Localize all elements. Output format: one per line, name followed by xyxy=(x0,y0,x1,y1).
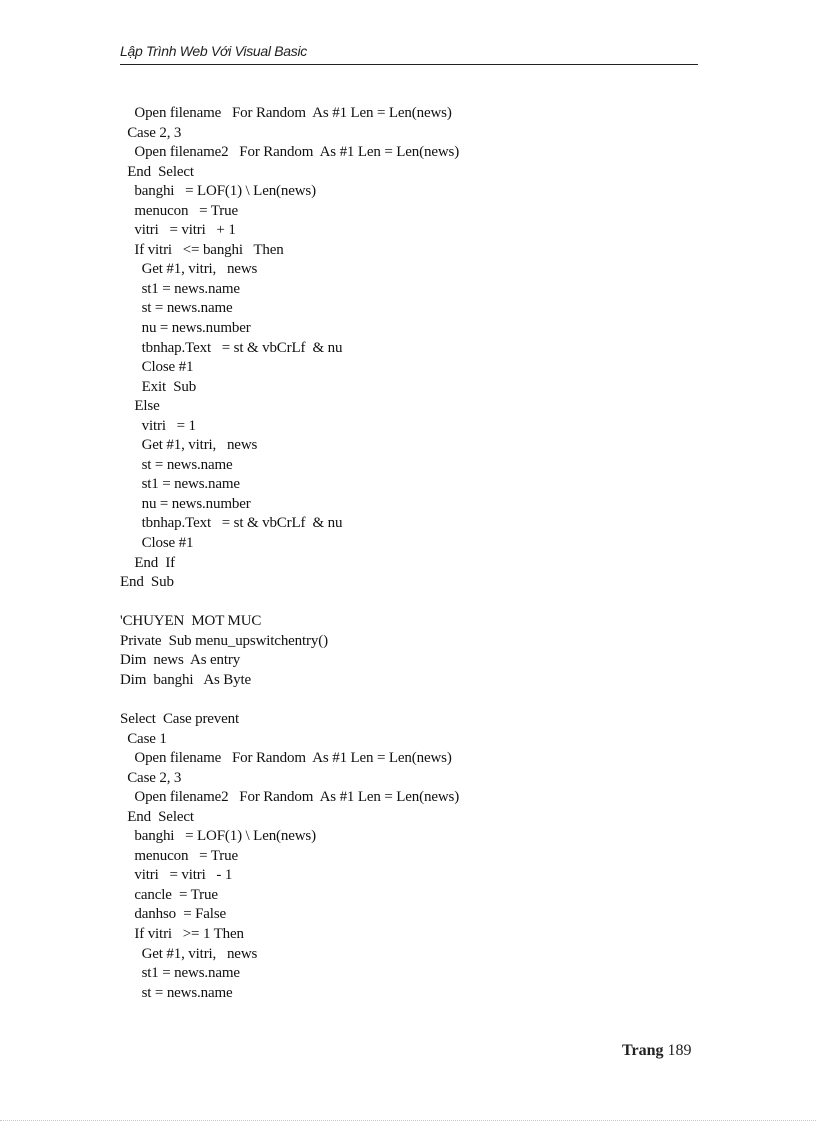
document-title: Lập Trình Web Với Visual Basic xyxy=(120,43,308,59)
code-line: Private Sub menu_upswitchentry() xyxy=(120,632,328,649)
code-line: danhso = False xyxy=(120,906,227,923)
code-line xyxy=(120,690,700,710)
code-line: If vitri >= 1 Then xyxy=(120,925,244,942)
code-line: Dim banghi As Byte xyxy=(120,671,252,688)
code-line: Case 2, 3 xyxy=(120,124,182,141)
page-bottom-divider xyxy=(0,1120,816,1122)
code-line: vitri = vitri + 1 xyxy=(120,222,236,239)
code-line: menucon = True xyxy=(120,202,238,219)
code-line: Open filename2 For Random As #1 Len = Len(news) xyxy=(120,144,460,161)
page-label: Trang xyxy=(622,1042,664,1059)
code-line: Open filename For Random As #1 Len = Len(news) xyxy=(120,105,452,121)
code-line: banghi = LOF(1) \ Len(news) xyxy=(120,183,316,200)
code-line: 'CHUYEN MOT MUC xyxy=(120,613,262,630)
code-line: Exit Sub xyxy=(120,378,197,395)
code-line: nu = news.number xyxy=(120,495,251,512)
code-line: st = news.name xyxy=(120,300,233,317)
code-line: Select Case prevent xyxy=(120,710,240,727)
page-number: 189 xyxy=(667,1042,692,1059)
code-line: st1 = news.name xyxy=(120,476,240,493)
code-line: st1 = news.name xyxy=(120,965,240,982)
page-footer xyxy=(622,1042,691,1060)
code-line: st = news.name xyxy=(120,456,233,473)
code-line: Close #1 xyxy=(120,359,194,376)
code-listing xyxy=(120,104,700,1003)
code-line: Case 1 xyxy=(120,730,167,747)
code-line: If vitri <= banghi Then xyxy=(120,241,284,258)
code-line: nu = news.number xyxy=(120,320,251,337)
code-line: Close #1 xyxy=(120,535,194,552)
code-line: Case 2, 3 xyxy=(120,769,182,786)
code-line: End Select xyxy=(120,163,194,180)
code-line: End If xyxy=(120,554,176,571)
code-line: tbnhap.Text = st & vbCrLf & nu xyxy=(120,339,343,356)
code-line: vitri = vitri - 1 xyxy=(120,867,233,884)
code-line: banghi = LOF(1) \ Len(news) xyxy=(120,828,316,845)
code-line: Open filename2 For Random As #1 Len = Len(news) xyxy=(120,789,460,806)
code-line: Get #1, vitri, news xyxy=(120,945,258,962)
code-line: cancle = True xyxy=(120,886,218,903)
code-line: Open filename For Random As #1 Len = Len(news) xyxy=(120,750,452,767)
code-line: st = news.name xyxy=(120,984,233,1001)
code-line: st1 = news.name xyxy=(120,280,240,297)
code-line: End Select xyxy=(120,808,194,825)
code-line: Dim news As entry xyxy=(120,652,241,669)
code-line: Else xyxy=(120,398,160,415)
code-line: tbnhap.Text = st & vbCrLf & nu xyxy=(120,515,343,532)
code-line: Get #1, vitri, news xyxy=(120,261,258,278)
code-line: vitri = 1 xyxy=(120,417,196,434)
code-line: menucon = True xyxy=(120,847,238,864)
code-line: Get #1, vitri, news xyxy=(120,437,258,454)
code-line: End Sub xyxy=(120,574,174,591)
page-header xyxy=(120,42,698,65)
code-line xyxy=(120,593,700,613)
